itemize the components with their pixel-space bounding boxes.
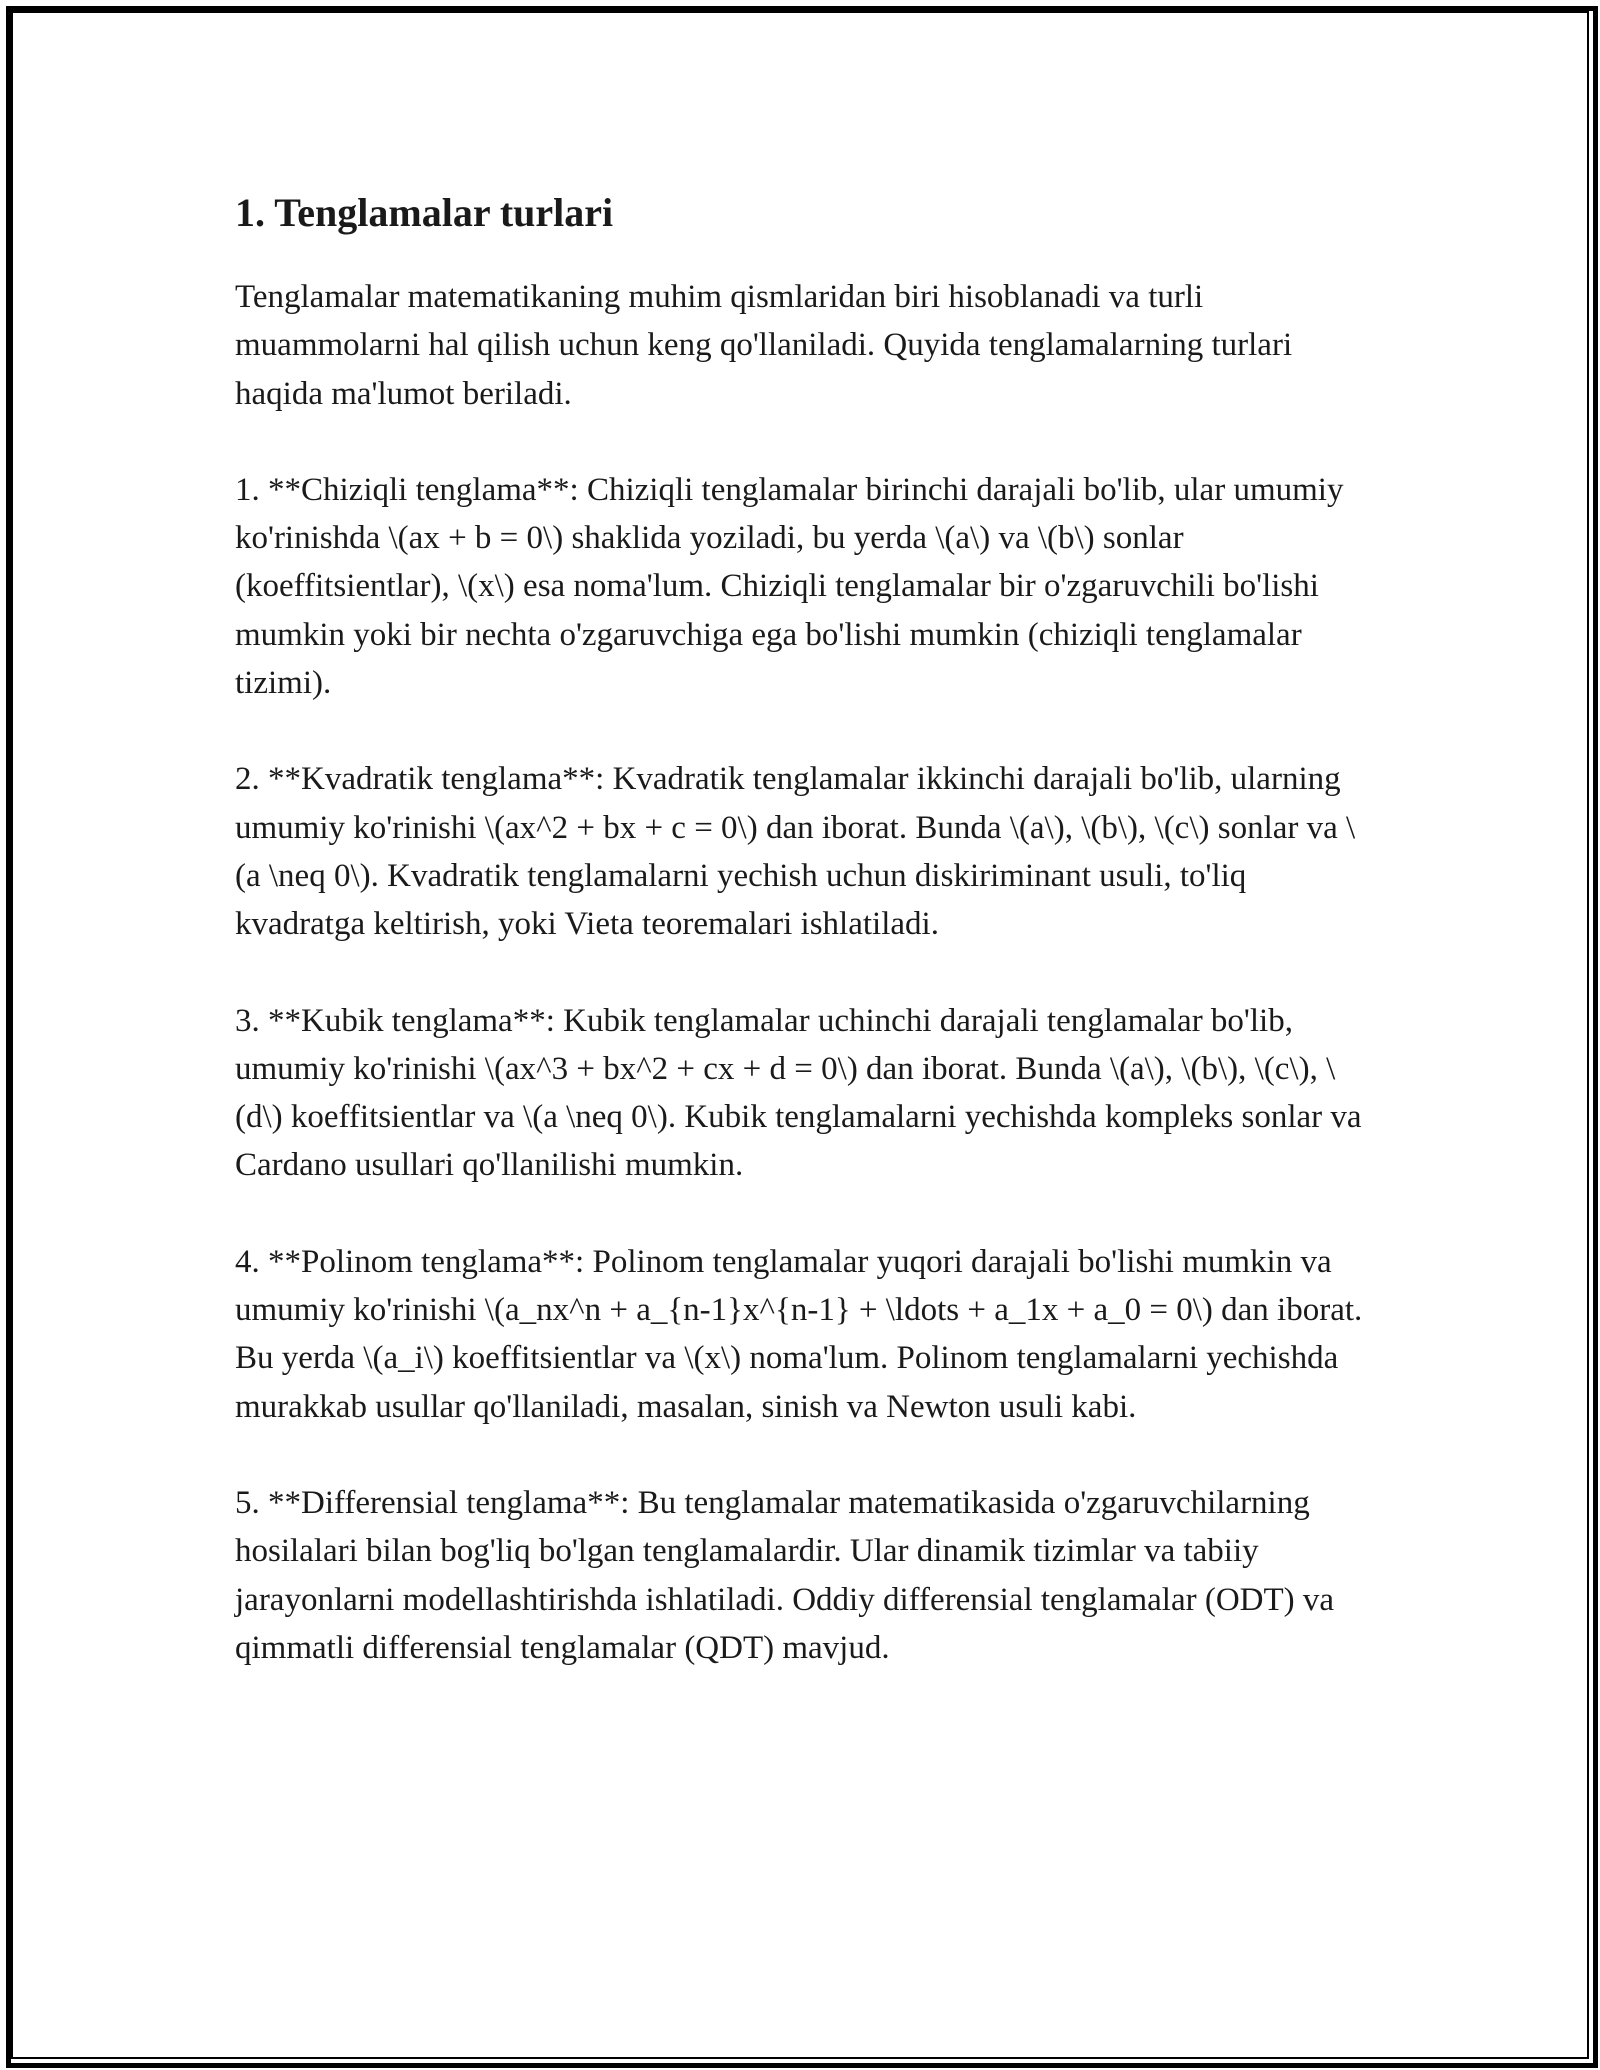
linear-equation-paragraph: 1. **Chiziqli tenglama**: Chiziqli tenglamalar birinchi darajali bo'lib, ular umumiy ko'rinishda \(ax + b = 0\) shaklida yoziladi, bu yerda \(a\) va \(b\) sonlar (koeffitsientlar), \(x\) esa noma'lum. Chiziqli tenglamalar bir o'zgaruvchili bo'lishi mumkin yoki bir nechta o'zgaruvchiga ega bo'lishi mumkin (chiziqli tenglamalar tizimi). [235,471,1344,702]
intro-paragraph: Tenglamalar matematikaning muhim qismlaridan biri hisoblanadi va turli muammolarni hal qilish uchun keng qo'llaniladi. Quyida tenglamalarning turlari haqida ma'lumot beriladi. [235,279,1293,412]
quadratic-equation-paragraph: 2. **Kvadratik tenglama**: Kvadratik tenglamalar ikkinchi darajali bo'lib, ularning umumiy ko'rinishi \(ax^2 + bx + c = 0\) dan iborat. Bunda \(a\), \(b\), \(c\) sonlar va \(a \neq 0\). Kvadratik tenglamalarni yechish uchun diskiriminant usuli, to'liq kvadratga keltirish, yoki Vieta teoremalari ishlatiladi. [235,761,1356,943]
document-body [235,183,1365,1720]
differential-equation-paragraph: 5. **Differensial tenglama**: Bu tenglamalar matematikasida o'zgaruvchilarning hosilalari bilan bog'liq bo'lgan tenglamalardir. Ular dinamik tizimlar va tabiiy jarayonlarni modellashtirishda ishlatiladi. Oddiy differensial tenglamalar (ODT) va qimmatli differensial tenglamalar (QDT) mavjud. [235,1484,1335,1666]
cubic-equation-paragraph: 3. **Kubik tenglama**: Kubik tenglamalar uchinchi darajali tenglamalar bo'lib, umumiy ko'rinishi \(ax^3 + bx^2 + cx + d = 0\) dan iborat. Bunda \(a\), \(b\), \(c\), \(d\) koeffitsientlar va \(a \neq 0\). Kubik tenglamalarni yechishda kompleks sonlar va Cardano usullari qo'llanilishi mumkin. [235,1002,1362,1184]
section-heading: 1. Tenglamalar turlari [235,190,614,235]
polynomial-equation-paragraph: 4. **Polinom tenglama**: Polinom tenglamalar yuqori darajali bo'lishi mumkin va umumiy ko'rinishi \(a_nx^n + a_{n-1}x^{n-1} + \ldots + a_1x + a_0 = 0\) dan iborat. Bu yerda \(a_i\) koeffitsientlar va \(x\) noma'lum. Polinom tenglamalarni yechishda murakkab usullar qo'llaniladi, masalan, sinish va Newton usuli kabi. [235,1243,1363,1425]
